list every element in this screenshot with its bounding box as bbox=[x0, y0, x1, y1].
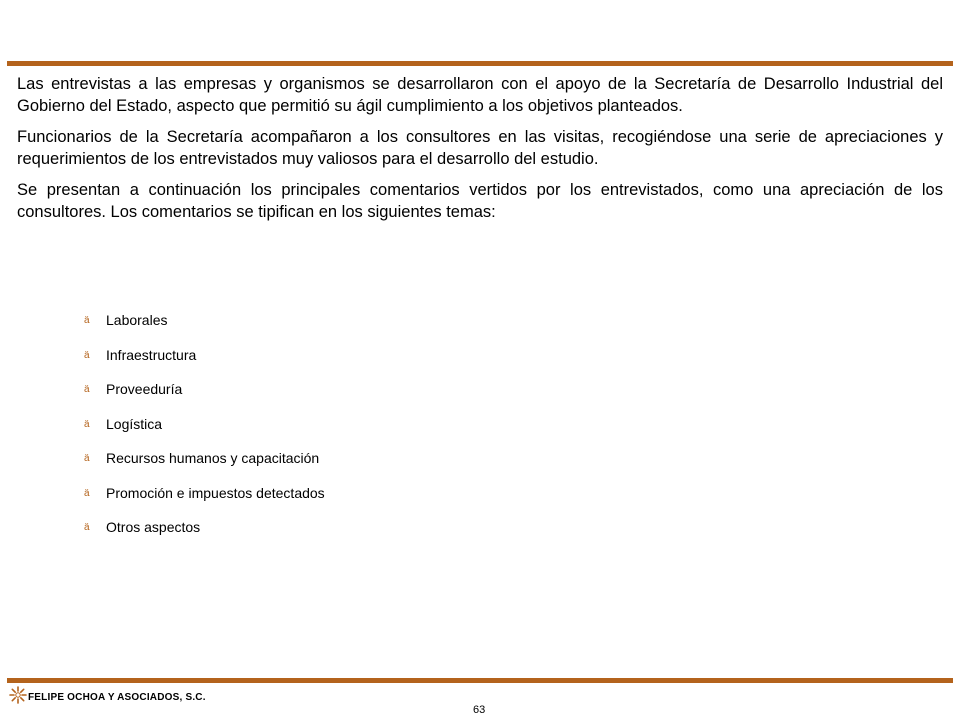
paragraph-1: Las entrevistas a las empresas y organismos se desarrollaron con el apoyo de la Secretaría de Desarrollo Industrial del Gobierno del Estado, aspecto que permitió su ágil cumplimiento a los objetivos planteados. bbox=[17, 75, 943, 115]
topic-label: Logística bbox=[106, 415, 163, 432]
topic-label: Proveeduría bbox=[106, 381, 183, 397]
bullet-icon: ä bbox=[84, 522, 90, 533]
topic-label: Promoción e impuestos detectados bbox=[106, 484, 325, 501]
topic-label: Laborales bbox=[106, 312, 168, 328]
list-item bbox=[84, 379, 325, 414]
bullet-icon: ä bbox=[84, 487, 90, 499]
list-item bbox=[84, 310, 325, 345]
bullet-icon: ä bbox=[84, 453, 90, 464]
page-number: 63 bbox=[473, 704, 486, 716]
paragraph-3: Se presentan a continuación los principales comentarios vertidos por los entrevistados, como una apreciación de los consultores. Los comentarios se tipifican en los siguientes temas: bbox=[17, 181, 943, 221]
top-divider bbox=[7, 61, 953, 66]
list-item bbox=[84, 483, 325, 518]
bullet-icon: ä bbox=[84, 418, 90, 430]
list-item bbox=[84, 448, 325, 483]
topic-list bbox=[84, 310, 325, 552]
list-item bbox=[84, 345, 325, 380]
topic-label: Recursos humanos y capacitación bbox=[106, 450, 320, 466]
bottom-divider bbox=[7, 678, 953, 683]
sunburst-logo-icon bbox=[9, 686, 27, 704]
company-name: FELIPE OCHOA Y ASOCIADOS, S.C. bbox=[28, 692, 206, 703]
topic-label: Infraestructura bbox=[106, 346, 197, 363]
list-item bbox=[84, 517, 325, 552]
body-text bbox=[17, 73, 943, 232]
topic-label: Otros aspectos bbox=[106, 519, 201, 535]
bullet-icon: ä bbox=[84, 315, 90, 326]
list-item bbox=[84, 414, 325, 449]
bullet-icon: ä bbox=[84, 384, 90, 395]
paragraph-2: Funcionarios de la Secretaría acompañaron a los consultores en las visitas, recogiéndose una serie de apreciaciones y requerimientos de los entrevistados muy valiosos para el desarrollo del estudio. bbox=[17, 128, 943, 168]
bullet-icon: ä bbox=[84, 349, 90, 361]
